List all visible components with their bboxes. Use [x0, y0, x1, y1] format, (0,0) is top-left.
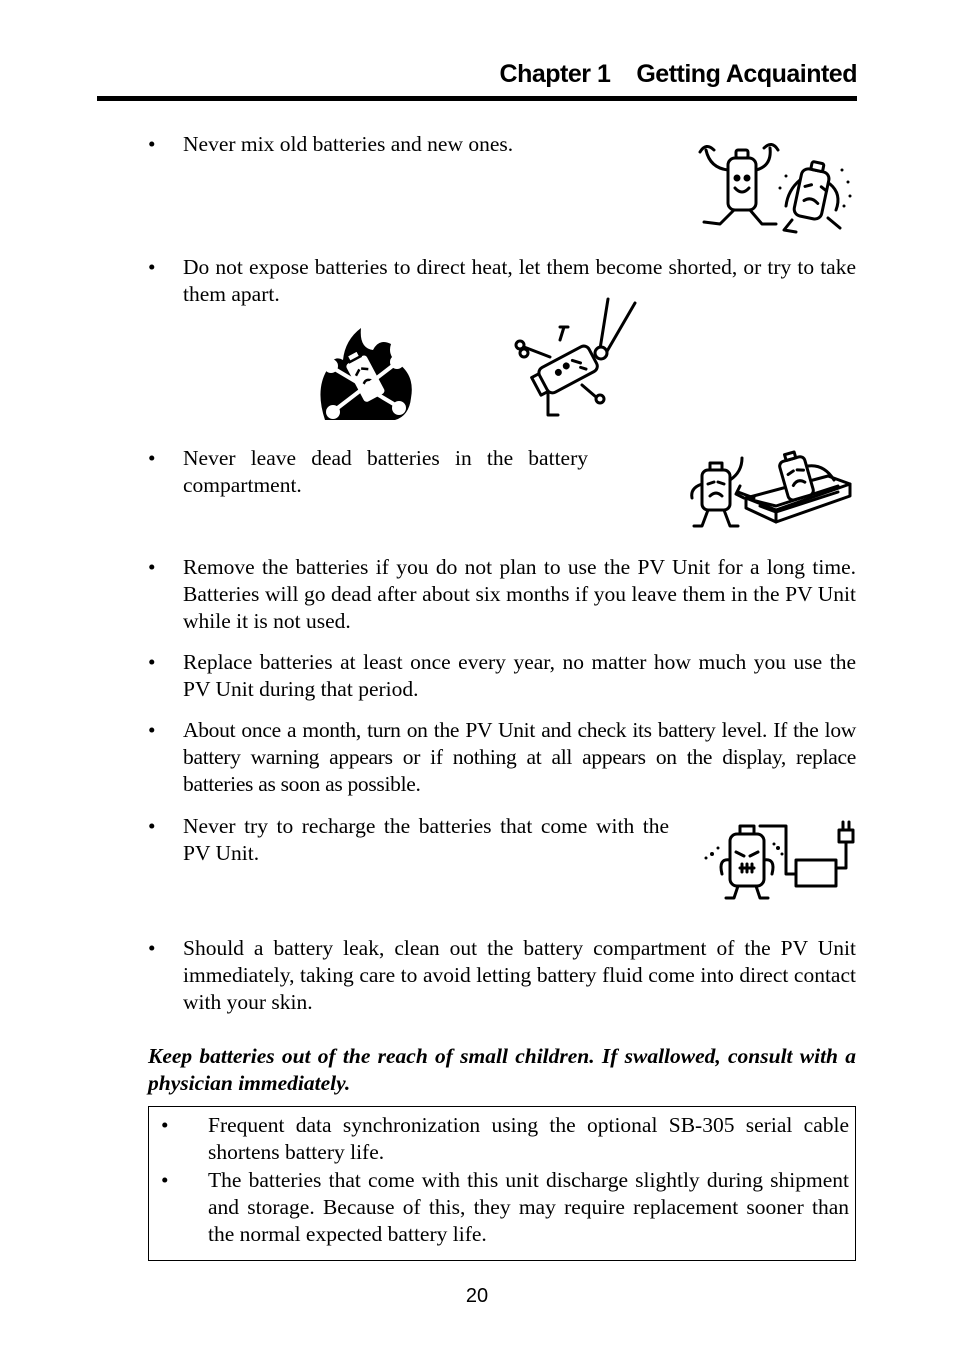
list-item-text: Never leave dead batteries in the battery compartment.	[183, 446, 588, 497]
dead-battery-compartment-illustration	[688, 450, 853, 532]
list-item-text: Remove the batteries if you do not plan to use the PV Unit for a long time. Batteries will go dead after about six months if you leave them in the PV Unit while it is not used.	[183, 555, 856, 633]
note-item-text: Frequent data synchronization using the optional SB-305 serial cable shortens battery life.	[208, 1113, 849, 1164]
bullet-dot: •	[148, 255, 156, 279]
list-item-text: Never try to recharge the batteries that come with the PV Unit.	[183, 814, 669, 865]
bullet-dot: •	[148, 936, 156, 960]
chapter-header	[97, 60, 857, 89]
chapter-number: Chapter 1	[499, 60, 611, 88]
note-box	[148, 1106, 856, 1261]
recharge-warning-illustration	[700, 818, 862, 903]
battery-fire-illustration	[315, 320, 415, 425]
chapter-title: Getting Acquainted	[636, 60, 857, 88]
header-rule	[97, 96, 857, 101]
bullet-dot: •	[148, 555, 156, 579]
swallow-warning: Keep batteries out of the reach of small children. If swallowed, consult with a physician immediately.	[148, 1044, 856, 1095]
bullet-dot: •	[148, 718, 156, 742]
bullet-dot: •	[161, 1168, 169, 1192]
battery-disassembly-illustration	[510, 295, 645, 425]
bullet-dot: •	[161, 1113, 169, 1137]
list-item-text: Replace batteries at least once every year, no matter how much you use the PV Unit during that period.	[183, 650, 856, 701]
list-item-text: Do not expose batteries to direct heat, let them become shorted, or try to take them apart.	[183, 255, 856, 306]
list-item-text: Never mix old batteries and new ones.	[183, 132, 514, 156]
bullet-dot: •	[148, 814, 156, 838]
mixed-batteries-illustration	[690, 140, 860, 235]
bullet-dot: •	[148, 650, 156, 674]
bullet-dot: •	[148, 446, 156, 470]
list-item-text: Should a battery leak, clean out the battery compartment of the PV Unit immediately, taking care to avoid letting battery fluid come into direct contact with your skin.	[183, 936, 856, 1014]
bullet-dot: •	[148, 132, 156, 156]
page-number: 20	[465, 1285, 489, 1307]
list-item-text: About once a month, turn on the PV Unit and check its battery level. If the low battery warning appears or if nothing at all appears on the display, replace batteries as soon as possible.	[183, 718, 856, 796]
note-item-text: The batteries that come with this unit discharge slightly during shipment and storage. Because of this, they may require replacement sooner than the normal expected battery life.	[208, 1168, 849, 1246]
